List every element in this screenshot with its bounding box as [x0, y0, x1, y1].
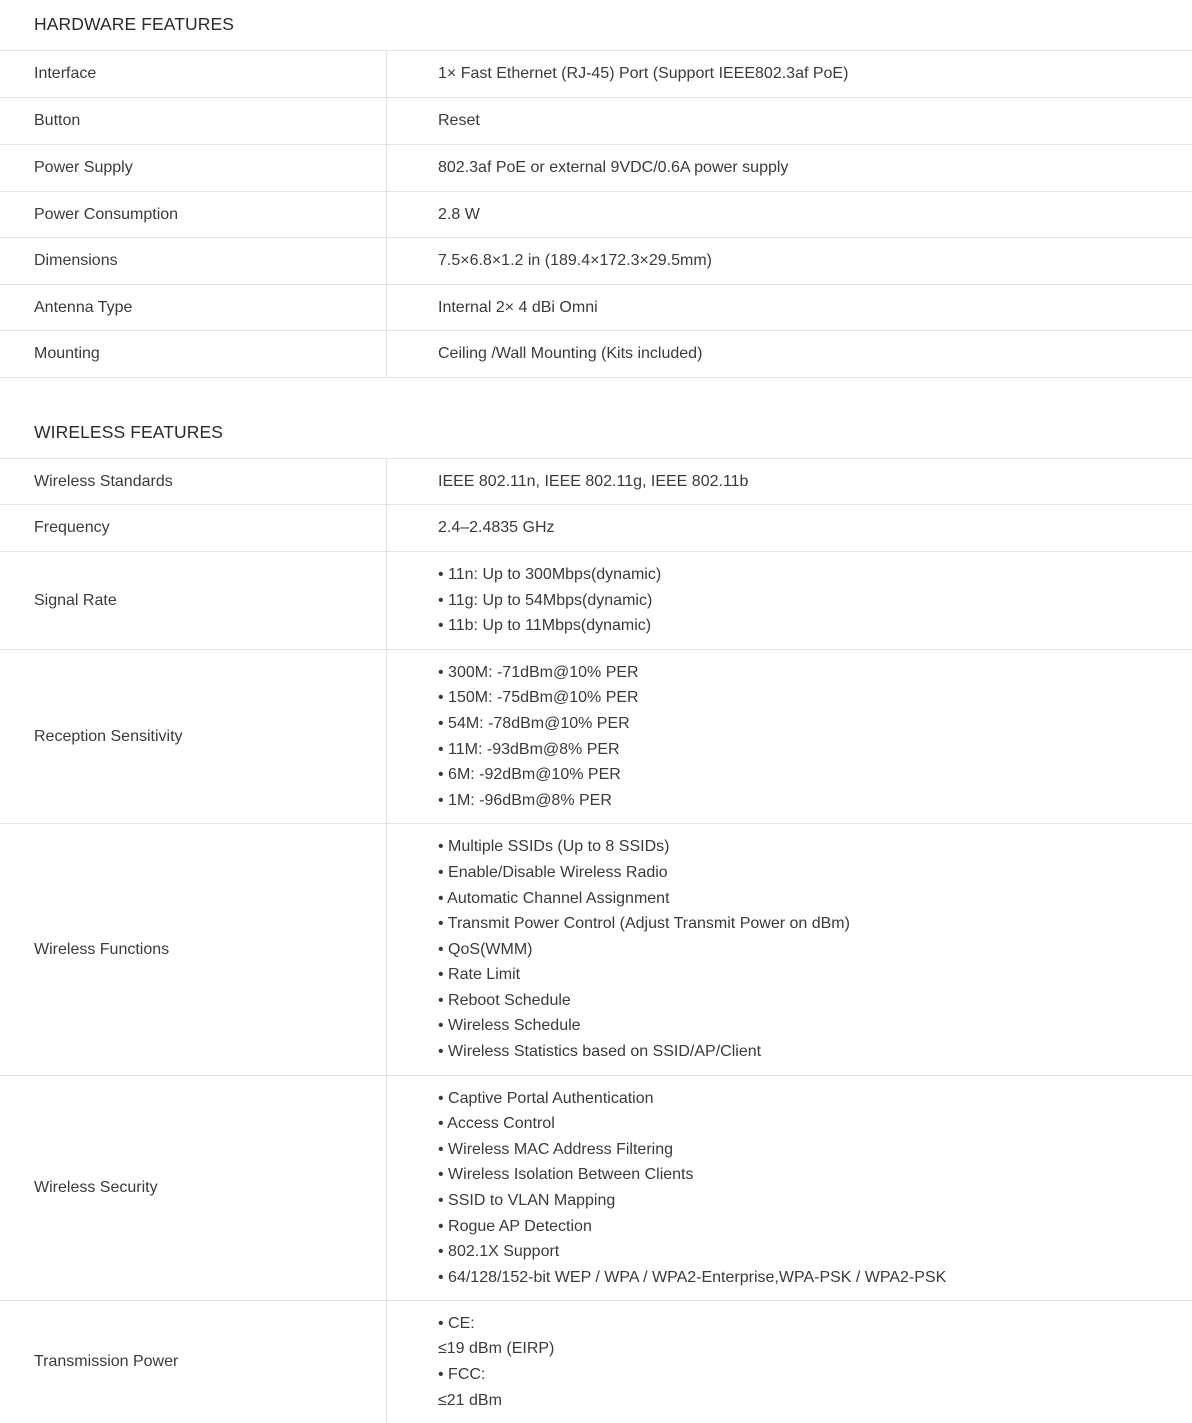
spec-value-line: • Access Control — [438, 1115, 555, 1133]
spec-value-line: • 6M: -92dBm@10% PER — [438, 766, 621, 784]
spec-label: Signal Rate — [0, 552, 387, 649]
spec-value-line: Ceiling /Wall Mounting (Kits included) — [438, 345, 703, 363]
spec-row-antenna-type — [0, 285, 1192, 331]
spec-value-line: • 11g: Up to 54Mbps(dynamic) — [438, 591, 653, 609]
spec-row-dimensions — [0, 238, 1192, 285]
spec-value-line: Reset — [438, 112, 480, 130]
spec-value-line: 2.8 W — [438, 205, 480, 223]
spec-value-line: • Wireless MAC Address Filtering — [438, 1140, 673, 1158]
spec-value-line: ≤19 dBm (EIRP) — [438, 1340, 555, 1358]
spec-value — [387, 285, 1192, 330]
spec-value — [387, 1301, 1192, 1423]
spec-row-signal-rate — [0, 552, 1192, 650]
spec-value — [387, 192, 1192, 237]
spec-value-line: • 11b: Up to 11Mbps(dynamic) — [438, 617, 652, 635]
spec-value — [387, 505, 1192, 551]
spec-value-line: • Captive Portal Authentication — [438, 1089, 654, 1107]
spec-value — [387, 552, 1192, 649]
spec-value-line: • Transmit Power Control (Adjust Transmit Power on dBm) — [438, 915, 850, 933]
spec-value-line: • 64/128/152-bit WEP / WPA / WPA2-Enterprise,WPA-PSK / WPA2-PSK — [438, 1268, 947, 1286]
spec-value-line: 7.5×6.8×1.2 in (189.4×172.3×29.5mm) — [438, 252, 712, 270]
spec-value-line: • Enable/Disable Wireless Radio — [438, 863, 668, 881]
spec-value-line: IEEE 802.11n, IEEE 802.11g, IEEE 802.11b — [438, 472, 749, 490]
spec-row-power-consumption — [0, 192, 1192, 238]
spec-row-transmission-power — [0, 1301, 1192, 1423]
spec-value-line: • Reboot Schedule — [438, 991, 571, 1009]
spec-value-line: • 1M: -96dBm@8% PER — [438, 791, 612, 809]
spec-row-power-supply — [0, 145, 1192, 192]
spec-value — [387, 238, 1192, 284]
spec-label: Mounting — [0, 331, 387, 377]
spec-value — [387, 650, 1192, 823]
spec-value-line: • Wireless Statistics based on SSID/AP/Client — [438, 1043, 762, 1061]
section-title-hardware: HARDWARE FEATURES — [34, 14, 235, 34]
spec-value-line: • 802.1X Support — [438, 1243, 560, 1261]
spec-value-line: • Wireless Isolation Between Clients — [438, 1166, 694, 1184]
spec-value-line: • QoS(WMM) — [438, 940, 533, 958]
section-title-wireless: WIRELESS FEATURES — [34, 422, 224, 442]
spec-label: Reception Sensitivity — [0, 650, 387, 823]
spec-value-line: Internal 2× 4 dBi Omni — [438, 298, 598, 316]
spec-row-wireless-functions — [0, 824, 1192, 1076]
spec-value — [387, 1076, 1192, 1300]
spec-value-line: • 150M: -75dBm@10% PER — [438, 689, 639, 707]
spec-label: Wireless Functions — [0, 824, 387, 1075]
spec-value — [387, 51, 1192, 97]
spec-value — [387, 459, 1192, 504]
spec-value-line: • Multiple SSIDs (Up to 8 SSIDs) — [438, 838, 670, 856]
spec-value-line: • 11n: Up to 300Mbps(dynamic) — [438, 566, 662, 584]
spec-label: Frequency — [0, 505, 387, 551]
spec-label: Interface — [0, 51, 387, 97]
spec-value-line: • 54M: -78dBm@10% PER — [438, 714, 630, 732]
spec-value-line: 2.4–2.4835 GHz — [438, 519, 555, 537]
spec-value-line: ≤21 dBm — [438, 1391, 502, 1409]
spec-label: Transmission Power — [0, 1301, 387, 1423]
spec-label: Power Consumption — [0, 192, 387, 237]
spec-label: Dimensions — [0, 238, 387, 284]
spec-value-line: • Rogue AP Detection — [438, 1217, 592, 1235]
section-gap — [0, 378, 1192, 408]
spec-row-wireless-standards — [0, 459, 1192, 505]
spec-value-line: • 300M: -71dBm@10% PER — [438, 663, 639, 681]
hardware-spec-table — [0, 50, 1192, 378]
spec-label: Power Supply — [0, 145, 387, 191]
spec-row-button — [0, 98, 1192, 145]
spec-value — [387, 824, 1192, 1075]
spec-value-line: • CE: — [438, 1314, 475, 1332]
spec-value — [387, 145, 1192, 191]
spec-value-line: • SSID to VLAN Mapping — [438, 1192, 616, 1209]
spec-row-frequency — [0, 505, 1192, 552]
spec-label: Antenna Type — [0, 285, 387, 330]
spec-label: Button — [0, 98, 387, 144]
spec-value-line: • 11M: -93dBm@8% PER — [438, 740, 620, 758]
wireless-spec-table — [0, 458, 1192, 1423]
spec-row-wireless-security — [0, 1076, 1192, 1301]
spec-value — [387, 331, 1192, 377]
spec-row-interface — [0, 51, 1192, 98]
spec-row-mounting — [0, 331, 1192, 378]
spec-value — [387, 98, 1192, 144]
spec-value-line: • Wireless Schedule — [438, 1017, 581, 1035]
spec-value-line: • FCC: — [438, 1366, 486, 1383]
spec-value-line: • Rate Limit — [438, 966, 521, 984]
spec-value-line: 802.3af PoE or external 9VDC/0.6A power supply — [438, 159, 789, 177]
spec-value-line: • Automatic Channel Assignment — [438, 889, 670, 907]
spec-value-line: 1× Fast Ethernet (RJ-45) Port (Support IEEE802.3af PoE) — [438, 65, 849, 83]
spec-label: Wireless Standards — [0, 459, 387, 504]
spec-label: Wireless Security — [0, 1076, 387, 1300]
spec-row-reception-sensitivity — [0, 650, 1192, 824]
